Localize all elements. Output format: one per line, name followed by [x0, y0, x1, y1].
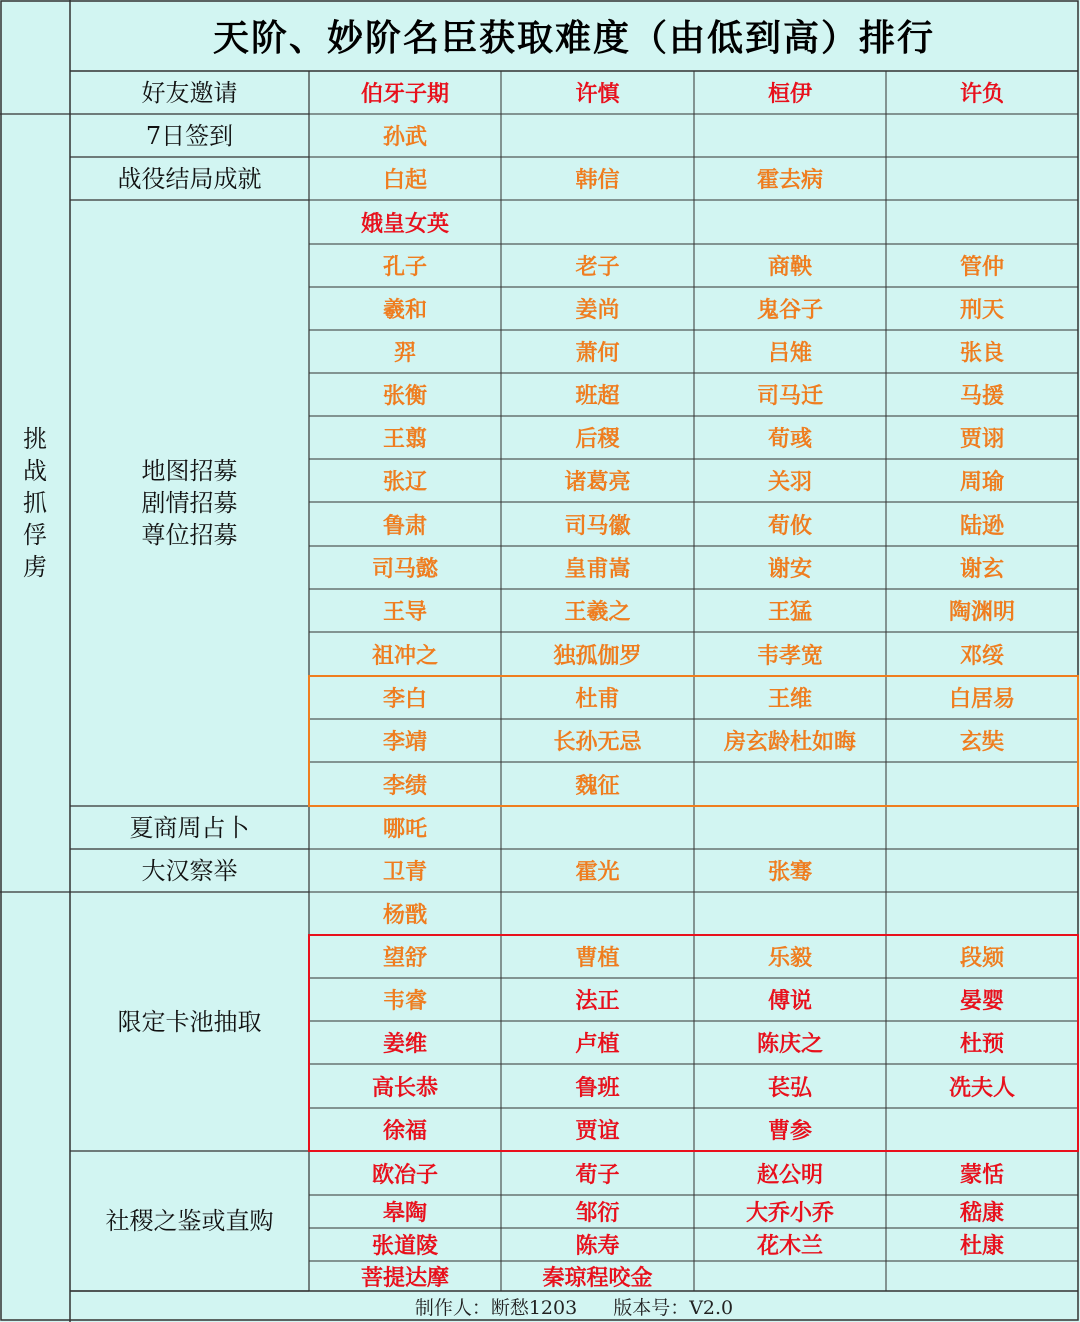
footer-author: 制作人：断愁1203 [414, 1296, 578, 1319]
hero-name-cell: 傅说 [767, 989, 812, 1014]
hero-name-cell: 邹衍 [575, 1201, 620, 1226]
hero-name-cell: 周瑜 [959, 470, 1004, 495]
hero-name-cell: 鬼谷子 [756, 298, 823, 323]
hero-name-cell: 伯牙子期 [360, 82, 449, 107]
hero-name-cell: 韦孝宽 [756, 643, 823, 669]
hero-name-cell: 诸葛亮 [564, 470, 631, 495]
hero-name-cell: 祖冲之 [371, 643, 438, 669]
hero-name-cell: 法正 [575, 989, 620, 1014]
hero-name-cell: 谢安 [767, 557, 812, 582]
hero-name-cell: 桓伊 [767, 82, 812, 107]
hero-name-cell: 萧何 [575, 341, 620, 366]
category-label-line: 尊位招募 [141, 521, 238, 549]
hero-name-cell: 晏婴 [959, 989, 1004, 1014]
category-label-line: 大汉察举 [141, 856, 238, 885]
hero-name-cell: 大乔小乔 [745, 1201, 834, 1226]
hero-name-cell: 张衡 [382, 384, 427, 409]
category-label-line: 7日签到 [145, 121, 234, 150]
hero-name-cell: 鲁班 [575, 1075, 620, 1101]
hero-name-cell: 李靖 [382, 730, 427, 755]
category-label-line: 限定卡池抽取 [117, 1007, 262, 1036]
hero-name-cell: 张辽 [382, 470, 427, 495]
hero-name-cell: 房玄龄杜如晦 [723, 730, 856, 755]
category-label-line: 地图招募 [141, 457, 238, 485]
hero-name-cell: 马援 [959, 384, 1004, 409]
hero-name-cell: 嵇康 [959, 1201, 1004, 1226]
hero-name-cell: 王羲之 [564, 600, 631, 625]
hero-name-cell: 陈庆之 [756, 1032, 823, 1057]
hero-name-cell: 荀攸 [767, 513, 812, 539]
hero-name-cell: 司马徽 [564, 513, 631, 539]
hero-name-cell: 菩提达摩 [360, 1265, 449, 1291]
hero-name-cell: 关羽 [767, 470, 812, 495]
hero-name-cell: 陆逊 [959, 513, 1004, 539]
hero-name-cell: 羿 [393, 341, 416, 366]
hero-name-cell: 皇甫嵩 [564, 557, 631, 582]
hero-name-cell: 欧冶子 [371, 1162, 438, 1188]
hero-name-cell: 曹植 [575, 946, 620, 971]
hero-name-cell: 老子 [575, 255, 620, 280]
hero-name-cell: 姜尚 [575, 298, 620, 323]
hero-name-cell: 皋陶 [382, 1201, 427, 1226]
footer-version: 版本号：V2.0 [613, 1296, 734, 1319]
highlight-box [1, 1, 1078, 1320]
hero-name-cell: 高长恭 [371, 1075, 438, 1101]
hero-name-cell: 司马迁 [756, 384, 823, 409]
hero-name-cell: 张道陵 [371, 1234, 438, 1259]
hero-name-cell: 娥皇女英 [360, 211, 449, 237]
hero-name-cell: 苌弘 [767, 1075, 812, 1101]
hero-name-cell: 段颎 [959, 946, 1004, 971]
hero-name-cell: 贾谊 [575, 1119, 620, 1144]
hero-name-cell: 张骞 [767, 860, 812, 885]
hero-name-cell: 吕雉 [767, 341, 812, 366]
hero-name-cell: 荀子 [575, 1162, 620, 1188]
hero-name-cell: 卢植 [575, 1032, 620, 1057]
hero-name-cell: 韦睿 [382, 989, 427, 1014]
hero-name-cell: 魏征 [575, 773, 620, 799]
hero-name-cell: 王翦 [382, 427, 427, 452]
hero-name-cell: 杜预 [959, 1032, 1004, 1057]
hero-name-cell: 玄奘 [959, 730, 1004, 755]
hero-name-cell: 许慎 [575, 82, 620, 107]
hero-name-cell: 许负 [959, 82, 1004, 107]
hero-name-cell: 长孙无忌 [553, 730, 642, 755]
hero-name-cell: 王猛 [767, 600, 812, 625]
hero-name-cell: 贾诩 [959, 427, 1004, 452]
hero-name-cell: 陈寿 [575, 1234, 620, 1259]
category-label-line: 好友邀请 [141, 78, 238, 107]
hero-name-cell: 姜维 [382, 1032, 427, 1057]
hero-name-cell: 李绩 [382, 773, 427, 799]
hero-name-cell: 霍光 [575, 860, 620, 885]
hero-name-cell: 孔子 [382, 255, 427, 280]
hero-name-cell: 独孤伽罗 [553, 643, 642, 669]
hero-name-cell: 霍去病 [756, 168, 823, 193]
hero-name-cell: 谢玄 [959, 557, 1004, 582]
hero-name-cell: 王维 [767, 687, 812, 712]
hero-name-cell: 花木兰 [756, 1234, 823, 1259]
hero-name-cell: 卫青 [382, 860, 427, 885]
hero-name-cell: 哪吒 [382, 817, 427, 842]
left-label-char: 挑 [23, 425, 47, 453]
hero-name-cell: 班超 [575, 384, 620, 409]
hero-name-cell: 鲁肃 [382, 513, 427, 539]
hero-name-cell: 白起 [382, 168, 427, 193]
left-label-char: 战 [23, 457, 47, 485]
hero-name-cell: 赵公明 [756, 1162, 823, 1188]
hero-name-cell: 司马懿 [371, 557, 438, 582]
hero-name-cell: 杜康 [959, 1234, 1004, 1259]
left-label-char: 俘 [23, 521, 47, 549]
hero-name-cell: 杨戬 [382, 903, 427, 928]
category-label-line: 社稷之鉴或直购 [105, 1207, 274, 1235]
hero-name-cell: 王导 [382, 600, 427, 625]
hero-name-cell: 徐福 [382, 1119, 427, 1144]
category-label-line: 战役结局成就 [117, 164, 262, 193]
hero-name-cell: 后稷 [575, 427, 620, 452]
hero-name-cell: 荀彧 [767, 427, 812, 452]
hero-name-cell: 望舒 [382, 946, 427, 971]
hero-name-cell: 冼夫人 [948, 1075, 1015, 1101]
hero-name-cell: 刑天 [959, 298, 1004, 323]
hero-name-cell: 陶渊明 [948, 600, 1015, 625]
hero-name-cell: 商鞅 [767, 255, 812, 280]
hero-name-cell: 秦琼程咬金 [542, 1265, 653, 1291]
left-label-char: 虏 [23, 553, 47, 581]
hero-name-cell: 李白 [382, 687, 427, 712]
category-label-line: 剧情招募 [141, 489, 238, 517]
left-label-char: 抓 [23, 489, 47, 517]
hero-name-cell: 张良 [959, 341, 1004, 366]
page-title: 天阶、妙阶名臣获取难度（由低到高）排行 [212, 18, 935, 59]
hero-name-cell: 管仲 [959, 255, 1004, 280]
hero-name-cell: 邓绥 [959, 643, 1004, 669]
hero-name-cell: 羲和 [382, 298, 427, 323]
hero-name-cell: 曹参 [767, 1119, 812, 1144]
hero-name-cell: 乐毅 [767, 946, 812, 971]
hero-name-cell: 孙武 [382, 125, 427, 150]
category-label-line: 夏商周占卜 [129, 813, 250, 842]
hero-name-cell: 白居易 [948, 687, 1015, 712]
hero-name-cell: 杜甫 [575, 687, 620, 712]
hero-name-cell: 蒙恬 [959, 1162, 1004, 1188]
hero-name-cell: 韩信 [575, 168, 620, 193]
